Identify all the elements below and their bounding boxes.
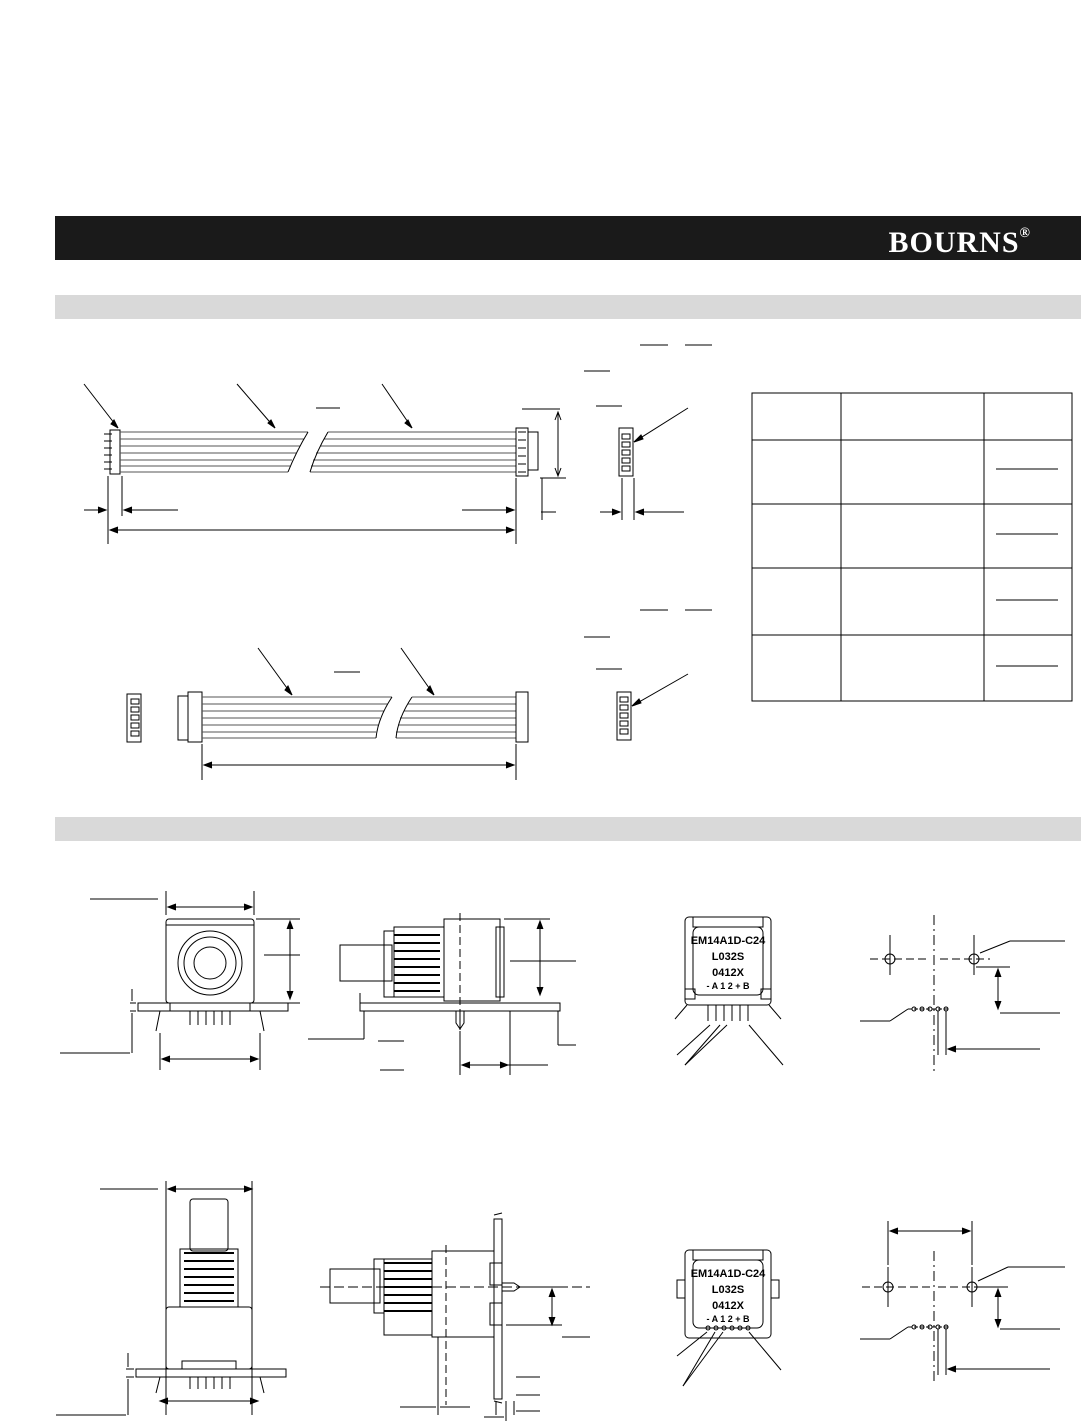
- model-number-label: EM14A1D-C24: [690, 935, 766, 947]
- code-label: L032S: [711, 951, 745, 963]
- encoder-side-view-1: [300, 905, 580, 1085]
- date-code-label: 0412X: [712, 967, 744, 979]
- cable-assembly-drawing-top: [0, 330, 1081, 800]
- pin-label: - A 1 2 + B: [706, 1314, 750, 1324]
- pin-label: - A 1 2 + B: [706, 981, 750, 991]
- encoder-side-view-2: [300, 1205, 600, 1425]
- section-bar-cable-assemblies: [55, 295, 1081, 319]
- bourns-logo: BOURNS®: [888, 226, 1031, 259]
- pcb-layout-view-1: [850, 905, 1075, 1080]
- pcb-layout-view-2: [850, 1215, 1075, 1390]
- section-bar-product-dimensions: [55, 817, 1081, 841]
- encoder-label-view-1: [665, 905, 805, 1080]
- code-label: L032S: [711, 1284, 745, 1296]
- date-code-label: 0412X: [712, 1300, 744, 1312]
- encoder-front-view-1: [50, 885, 300, 1085]
- encoder-label-view-2: [665, 1240, 805, 1415]
- encoder-front-view-2: [50, 1175, 300, 1425]
- model-number-label: EM14A1D-C24: [690, 1268, 766, 1280]
- header-bar: [55, 216, 1081, 260]
